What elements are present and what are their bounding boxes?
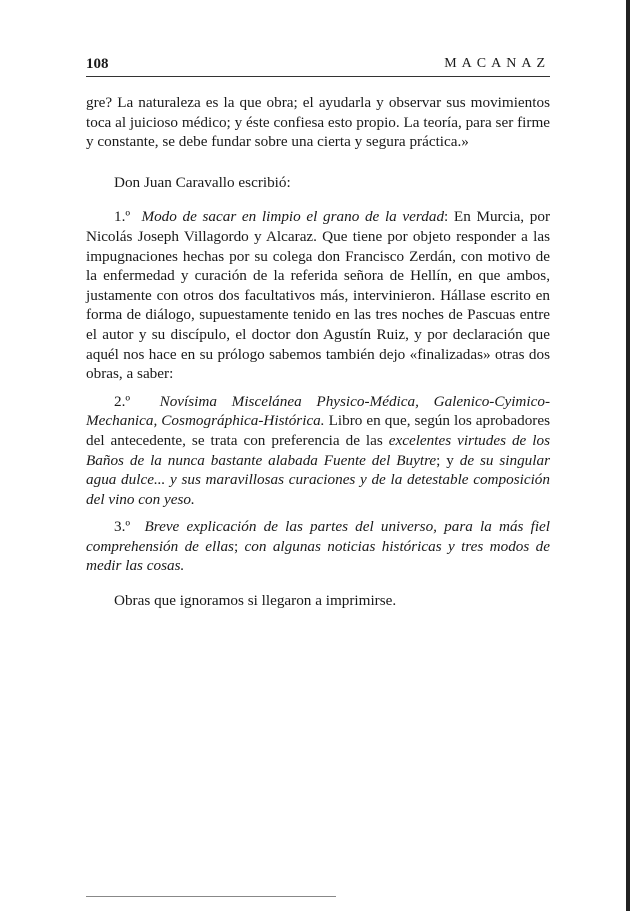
paragraph-continuation: gre? La naturaleza es la que obra; el ayudarla y observar sus movimientos toca al juicioso médico; y éste confiesa esto propio. La teoría, para ser firme y constante, se debe fundar sobre una cierta y segura práctica.»	[86, 94, 550, 151]
bottom-rule	[86, 896, 336, 897]
item-text: Libro en que, según los aprobadores del antecedente, se trata con preferencia de las	[86, 412, 550, 449]
running-head: MACANAZ	[444, 56, 550, 71]
item-number: 2.º	[114, 392, 131, 410]
page-header	[86, 56, 550, 78]
item-quote: excelentes virtudes de los Baños de la nunca bastante alabada Fuente del Buytre	[86, 431, 550, 469]
paragraph-item-3	[86, 517, 550, 576]
item-quote: con algunas noticias históricas y tres modos de medir las cosas.	[86, 537, 551, 575]
item-number: 3.º	[114, 518, 131, 536]
book-title: Breve explicación de las partes del universo, para la más fiel comprehensión de ellas	[86, 518, 551, 555]
item-text: ;	[233, 537, 245, 555]
body-text	[86, 93, 550, 611]
header-rule	[86, 76, 550, 77]
paragraph-item-1	[86, 207, 550, 383]
book-title: Novísima Miscelánea Physico-Médica, Galenico-Cyimico-Mechanica, Cosmográphica-Histórica.	[86, 392, 551, 430]
book-title: Modo de sacar en limpio el grano de la verdad	[141, 208, 445, 226]
page-number: 108	[86, 56, 109, 72]
paragraph-item-2	[86, 392, 550, 510]
paragraph-closing: Obras que ignoramos si llegaron a imprimirse.	[114, 592, 397, 610]
item-text: ; y	[436, 451, 460, 469]
item-number: 1.º	[114, 208, 131, 226]
item-text: : En Murcia, por Nicolás Joseph Villagordo y Alcaraz. Que tiene por objeto responder a las impugnaciones hechas por su colega don Francisco Zerdán, con motivo de la enfermedad y curación de la referida señora de Hellín, en que ambos, justamente con otros dos facultativos más, intervinieron. Hállase escrito en forma de diálogo, supuestamente tenido en las tres noches de Pascuas entre el autor y su discípulo, el doctor don Agustín Ruiz, y por declaración que aquél nos hace en su prólogo sabemos también dejo «finalizadas» otras dos obras, a saber:	[86, 208, 551, 383]
page-edge	[626, 0, 630, 911]
paragraph-intro: Don Juan Caravallo escribió:	[114, 173, 291, 191]
item-quote: de su singular agua dulce... y sus maravillosas curaciones y de la detestable composición del vino con yeso.	[86, 451, 550, 508]
